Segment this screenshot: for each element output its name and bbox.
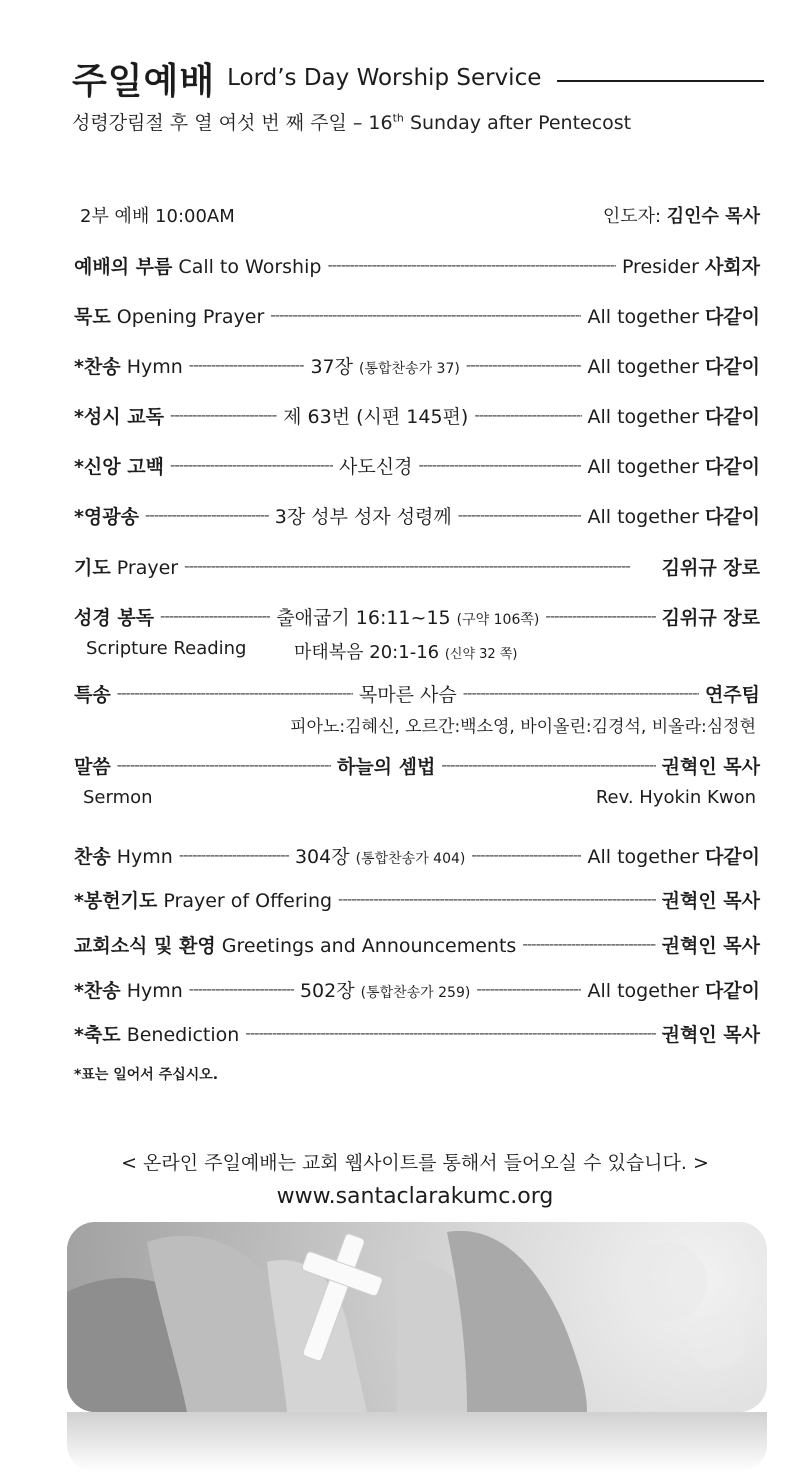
leader-dots bbox=[327, 258, 615, 273]
order-row bbox=[74, 250, 760, 280]
order-leader-kr: 사회자 bbox=[704, 255, 760, 278]
order-label bbox=[74, 252, 321, 279]
order-label-en: Greetings and Announcements bbox=[215, 934, 517, 957]
order-row bbox=[74, 400, 760, 430]
service-leader bbox=[603, 202, 760, 228]
order-label-en: Hymn bbox=[120, 979, 183, 1002]
order-label bbox=[74, 1020, 239, 1047]
order-leader bbox=[662, 886, 760, 913]
order-label-kr: *찬송 bbox=[74, 355, 121, 378]
order-leader-kr: 다같이 bbox=[704, 405, 761, 428]
order-leader bbox=[587, 352, 760, 379]
order-leader-kr: 다같이 bbox=[704, 305, 760, 328]
leader-dots bbox=[245, 1026, 655, 1041]
order-detail-text: 사도신경 bbox=[339, 455, 413, 478]
leader-dots bbox=[476, 982, 581, 997]
leader-dots bbox=[184, 559, 656, 574]
leader-dots bbox=[145, 508, 269, 523]
subtitle-text: 성령강림절 후 열 여섯 번 째 주일 – 16 bbox=[72, 112, 393, 134]
leader-dots bbox=[117, 758, 331, 773]
order-leader-kr: 다같이 bbox=[704, 505, 760, 528]
order-detail bbox=[359, 680, 457, 707]
order-label-en: Benediction bbox=[120, 1023, 240, 1046]
order-label bbox=[74, 976, 183, 1003]
order-leader bbox=[587, 452, 760, 479]
order-leader bbox=[662, 603, 760, 630]
order-detail-text: 304장 bbox=[294, 845, 356, 868]
order-label-kr: 특송 bbox=[74, 683, 111, 706]
hands-cross-photo bbox=[67, 1222, 767, 1412]
order-label bbox=[74, 603, 154, 630]
leader-dots bbox=[338, 892, 656, 907]
service-time: 2부 예배 10:00AM bbox=[80, 206, 235, 227]
order-leader bbox=[587, 502, 760, 529]
subtitle-ordinal: th bbox=[392, 111, 404, 125]
order-label bbox=[74, 302, 264, 329]
order-detail bbox=[337, 752, 435, 779]
order-label bbox=[74, 352, 183, 379]
order-label-kr: *찬송 bbox=[74, 979, 121, 1002]
order-leader-kr: 다같이 bbox=[704, 845, 760, 868]
online-notice: < 온라인 주일예배는 교회 웹사이트를 통해서 들어오실 수 있습니다. > bbox=[121, 1152, 709, 1174]
bokeh-light bbox=[627, 1242, 707, 1322]
order-row bbox=[74, 840, 760, 870]
subtitle-text-en: Sunday after Pentecost bbox=[403, 112, 632, 134]
order-leader bbox=[588, 402, 761, 429]
title-rule bbox=[557, 80, 764, 82]
order-label bbox=[74, 752, 111, 779]
page-title-english: Lord’s Day Worship Service bbox=[227, 65, 542, 91]
order-leader-en: All together bbox=[587, 405, 705, 428]
order-leader bbox=[705, 680, 760, 707]
order-label bbox=[74, 680, 111, 707]
order-detail-text: 하늘의 셈법 bbox=[336, 755, 436, 778]
leader-dots bbox=[270, 308, 581, 323]
order-detail bbox=[310, 352, 459, 379]
leader-dots bbox=[545, 609, 655, 624]
order-leader bbox=[587, 842, 760, 869]
order-leader-kr: 권혁인 목사 bbox=[661, 755, 760, 778]
order-detail bbox=[339, 452, 412, 479]
order-leader bbox=[662, 931, 760, 958]
order-label-kr: *신앙 고백 bbox=[74, 455, 164, 478]
order-detail-text: 3장 성부 성자 성령께 bbox=[274, 505, 452, 528]
order-label-kr: 말씀 bbox=[74, 755, 111, 778]
order-leader-en: Presider bbox=[621, 255, 705, 278]
order-leader-kr: 연주팀 bbox=[704, 683, 760, 706]
order-leader-kr: 김위규 장로 bbox=[661, 606, 761, 629]
order-detail-text: 제 63번 (시편 145편) bbox=[283, 405, 469, 428]
order-row bbox=[74, 750, 760, 780]
leader-dots bbox=[466, 358, 582, 373]
special-performers: 피아노:김혜신, 오르간:백소영, 바이올린:김경석, 비올라:심정현 bbox=[290, 717, 756, 737]
order-leader bbox=[622, 252, 760, 279]
order-detail bbox=[275, 502, 452, 529]
order-leader-en: All together bbox=[587, 455, 705, 478]
order-row bbox=[74, 974, 760, 1004]
standing-note: *표는 일어서 주십시오. bbox=[74, 1067, 219, 1083]
order-leader-en: All together bbox=[587, 305, 705, 328]
order-label-en: Opening Prayer bbox=[110, 305, 265, 328]
subtitle bbox=[72, 108, 631, 135]
order-row bbox=[74, 350, 760, 380]
order-leader bbox=[662, 752, 760, 779]
order-detail-note: (통합찬송가 259) bbox=[360, 984, 471, 1001]
order-detail-text: 출애굽기 16:11~15 bbox=[276, 606, 457, 629]
order-label bbox=[74, 553, 178, 580]
order-detail-note: (통합찬송가 404) bbox=[355, 850, 466, 867]
order-label bbox=[74, 402, 164, 429]
leader-dots bbox=[189, 982, 294, 997]
leader-dots bbox=[474, 408, 581, 423]
order-label-en: Call to Worship bbox=[172, 255, 322, 278]
bokeh-light bbox=[689, 1314, 745, 1370]
order-row bbox=[74, 500, 760, 530]
page-header bbox=[72, 52, 764, 104]
right-hand bbox=[447, 1231, 587, 1412]
order-label-kr: 기도 bbox=[74, 556, 111, 579]
order-label-kr: 교회소식 및 환영 bbox=[74, 934, 216, 957]
order-label-kr: *축도 bbox=[74, 1023, 121, 1046]
order-row bbox=[74, 300, 760, 330]
order-label-kr: 성경 봉독 bbox=[74, 606, 155, 629]
page-title-korean: 주일예배 bbox=[72, 60, 216, 102]
order-leader-kr: 다같이 bbox=[704, 355, 760, 378]
order-detail-text: 37장 bbox=[310, 355, 360, 378]
order-label bbox=[74, 931, 516, 958]
order-leader bbox=[587, 302, 760, 329]
order-detail bbox=[300, 976, 470, 1003]
order-label-en: Prayer bbox=[110, 556, 179, 579]
leader-dots bbox=[522, 937, 655, 952]
order-leader bbox=[662, 553, 760, 580]
order-label bbox=[74, 502, 139, 529]
scripture-page: (신약 32 쪽) bbox=[444, 647, 518, 662]
order-row bbox=[74, 551, 760, 581]
leader-dots bbox=[458, 508, 582, 523]
order-leader-kr: 권혁인 목사 bbox=[661, 934, 760, 957]
order-leader-kr: 권혁인 목사 bbox=[661, 1023, 760, 1046]
order-detail-note: (구약 106쪽) bbox=[456, 611, 540, 628]
order-label-kr: *영광송 bbox=[74, 505, 139, 528]
order-row bbox=[74, 678, 760, 708]
order-detail-text: 목마른 사슴 bbox=[358, 683, 457, 706]
order-label bbox=[74, 452, 164, 479]
hands-cross-illustration bbox=[67, 1222, 767, 1412]
order-detail bbox=[283, 402, 468, 429]
sermon-sub-en: Sermon bbox=[83, 787, 153, 808]
scripture-sub-ref bbox=[294, 638, 517, 664]
order-label-kr: *성시 교독 bbox=[74, 405, 164, 428]
order-row bbox=[74, 1018, 760, 1048]
leader-dots bbox=[441, 758, 655, 773]
order-detail-text: 502장 bbox=[299, 979, 361, 1002]
order-leader-en: All together bbox=[587, 979, 705, 1002]
order-label-en: Prayer of Offering bbox=[157, 889, 333, 912]
order-leader-kr: 다같이 bbox=[704, 455, 760, 478]
order-label bbox=[74, 886, 332, 913]
leader-dots bbox=[189, 358, 305, 373]
website-link[interactable]: www.santaclarakumc.org bbox=[276, 1184, 554, 1209]
order-label-kr: *봉헌기도 bbox=[74, 889, 158, 912]
leader-dots bbox=[117, 686, 353, 701]
order-detail-note: (통합찬송가 37) bbox=[359, 360, 460, 377]
order-leader-kr: 권혁인 목사 bbox=[661, 889, 760, 912]
order-row bbox=[74, 884, 760, 914]
sermon-speaker: Rev. Hyokin Kwon bbox=[595, 787, 756, 808]
order-leader-en: All together bbox=[587, 845, 705, 868]
scripture-sub-en: Scripture Reading bbox=[86, 638, 247, 659]
order-label-kr: 예배의 부름 bbox=[74, 255, 173, 278]
leader-name: 김인수 목사 bbox=[666, 206, 760, 227]
order-leader-en: All together bbox=[587, 505, 705, 528]
order-row bbox=[74, 929, 760, 959]
leader-dots bbox=[170, 408, 277, 423]
leader-dots bbox=[160, 609, 270, 624]
order-label-kr: 찬송 bbox=[74, 845, 111, 868]
leader-dots bbox=[418, 458, 581, 473]
leader-dots bbox=[179, 848, 289, 863]
leader-dots bbox=[170, 458, 333, 473]
leader-dots bbox=[463, 686, 699, 701]
order-label-kr: 묵도 bbox=[74, 305, 111, 328]
service-info bbox=[80, 202, 760, 228]
photo-reflection bbox=[67, 1412, 767, 1472]
order-row bbox=[74, 601, 760, 631]
order-row bbox=[74, 450, 760, 480]
scripture-ref: 마태복음 20:1-16 bbox=[294, 642, 445, 663]
order-leader-en: All together bbox=[587, 355, 705, 378]
order-leader-kr: 다같이 bbox=[704, 979, 760, 1002]
order-label-en: Hymn bbox=[110, 845, 173, 868]
leader-dots bbox=[471, 848, 581, 863]
order-label bbox=[74, 842, 173, 869]
leader-label: 인도자: bbox=[602, 206, 662, 227]
order-leader bbox=[587, 976, 760, 1003]
order-leader bbox=[662, 1020, 760, 1047]
order-label-en: Hymn bbox=[120, 355, 183, 378]
order-leader-kr: 김위규 장로 bbox=[661, 556, 760, 579]
order-detail bbox=[276, 603, 539, 630]
order-detail bbox=[295, 842, 465, 869]
